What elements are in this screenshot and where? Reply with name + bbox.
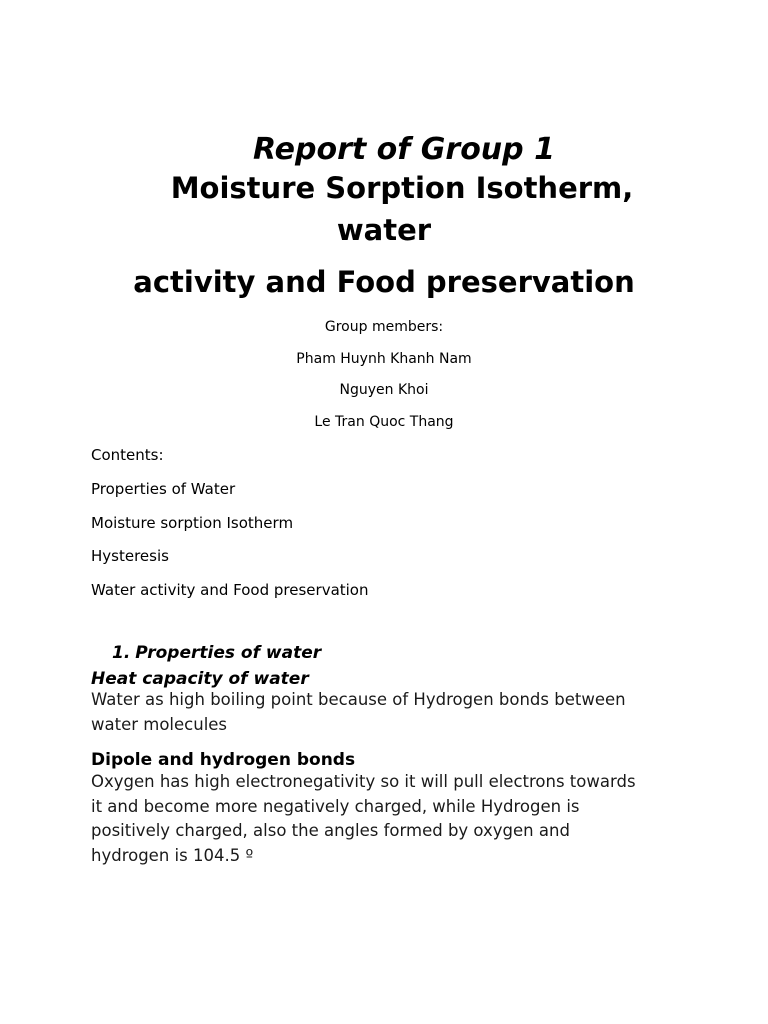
subsection-heading: Heat capacity of water [91, 669, 309, 689]
main-title-line-3: activity and Food preservation [133, 265, 635, 299]
contents-label: Contents: [91, 446, 164, 464]
main-title-line-1: Moisture Sorption Isotherm, [170, 171, 634, 205]
subsection-heading: Dipole and hydrogen bonds [91, 750, 356, 770]
section-number: 1. [112, 643, 131, 663]
paragraph-line: it and become more negatively charged, while Hydrogen is [91, 796, 580, 816]
subsection-paragraph [91, 688, 691, 737]
section-heading [112, 641, 321, 665]
paragraph-line: water molecules [91, 714, 228, 734]
group-member: Nguyen Khoi [339, 382, 429, 398]
paragraph-line: Oxygen has high electronegativity so it will pull electrons towards [91, 772, 636, 791]
report-title: Report of Group 1 [253, 132, 555, 167]
group-member: Pham Huynh Khanh Nam [296, 351, 472, 367]
main-title-line-2: water [336, 213, 432, 247]
contents-item: Moisture sorption Isotherm [91, 514, 294, 532]
section-title: Properties of water [135, 643, 322, 663]
paragraph-line: Water as high boiling point because of Hydrogen bonds between [91, 690, 626, 709]
contents-item: Properties of Water [91, 480, 236, 498]
contents-item: Hysteresis [91, 547, 169, 565]
contents-item: Water activity and Food preservation [91, 581, 369, 599]
paragraph-line: hydrogen is 104.5 º [91, 845, 254, 865]
group-member: Le Tran Quoc Thang [314, 414, 454, 430]
group-members-label: Group members: [324, 319, 444, 335]
subsection-paragraph [91, 770, 691, 868]
paragraph-line: positively charged, also the angles formed by oxygen and [91, 821, 570, 840]
